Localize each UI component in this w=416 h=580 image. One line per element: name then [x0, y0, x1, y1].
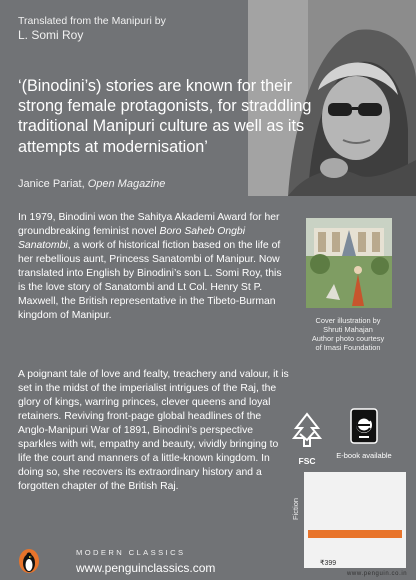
cover-illustration: [306, 218, 392, 308]
credit-line-2: Shruti Mahajan: [323, 325, 373, 334]
barcode-website: www.penguin.co.in: [347, 571, 408, 577]
series-name: MODERN CLASSICS: [76, 548, 186, 557]
price-label: ₹399: [320, 560, 337, 567]
fsc-label: FSC: [298, 456, 316, 466]
blurb-p1-start: In 1979, Binodini won the Sahitya Akademi Award for her groundbreaking feminist novel: [18, 212, 280, 237]
fsc-badge: [290, 412, 324, 464]
fsc-tree-icon: [290, 412, 324, 450]
ebook-label: E-book available: [336, 451, 392, 460]
cover-credits: [290, 316, 406, 352]
blurb-p1-rest: , a work of historical fiction based on the life of her rebellious aunt, Princess Sanatombi of Manipur. Now translated into English by Binodini’s son L. Somi Roy, this is the love story of Sanatombi and Lt Col. Henry St P. Maxwell, the British representative in the Tibeto-Burman kingdom of Manipur.: [18, 240, 282, 321]
publisher-website: www.penguinclassics.com: [76, 561, 216, 575]
barcode-area: [304, 472, 406, 568]
translator-credit: [18, 14, 166, 42]
quote-source: Open Magazine: [87, 178, 166, 190]
credit-line-1: Cover illustration by: [315, 316, 381, 325]
credit-line-4: of Imasi Foundation: [315, 343, 381, 352]
translator-name: L. Somi Roy: [18, 28, 84, 42]
translator-line: Translated from the Manipuri by: [18, 15, 166, 27]
category-label: Fiction: [291, 497, 300, 520]
quote-author: Janice Pariat,: [18, 178, 88, 190]
blurb-paragraph-2: A poignant tale of love and fealty, treachery and valour, it is set in the midst of the imperialist intrigues of the Raj, the glory of kings, warring princes, clever queens and loyal retainers. Reviving front-page global headlines of the Anglo-Manipuri War of 1891, Binodini’s perspective sparkles with wit, empathy and beauty, vividly bringing to life the court and manners of a little-known kingdom. In doing so, she recovers its extraordinary history and a forgotten chapter of the British Raj.: [18, 369, 289, 492]
blurb-paragraph-1: [18, 211, 290, 323]
ebook-icon: [350, 408, 378, 444]
novel-title: Boro Saheb Ongbi Sanatombi: [18, 226, 246, 251]
penguin-logo-icon: [18, 548, 40, 574]
credit-line-3: Author photo courtesy: [311, 334, 385, 343]
penguin-orange-strip: [308, 530, 402, 538]
quote-attribution: [18, 178, 165, 190]
review-quote: ‘(Binodini’s) stories are known for their strong female protagonists, for straddling traditional Manipuri culture as well as its attempts at modernisation’: [18, 77, 312, 156]
ebook-badge: [336, 408, 392, 460]
